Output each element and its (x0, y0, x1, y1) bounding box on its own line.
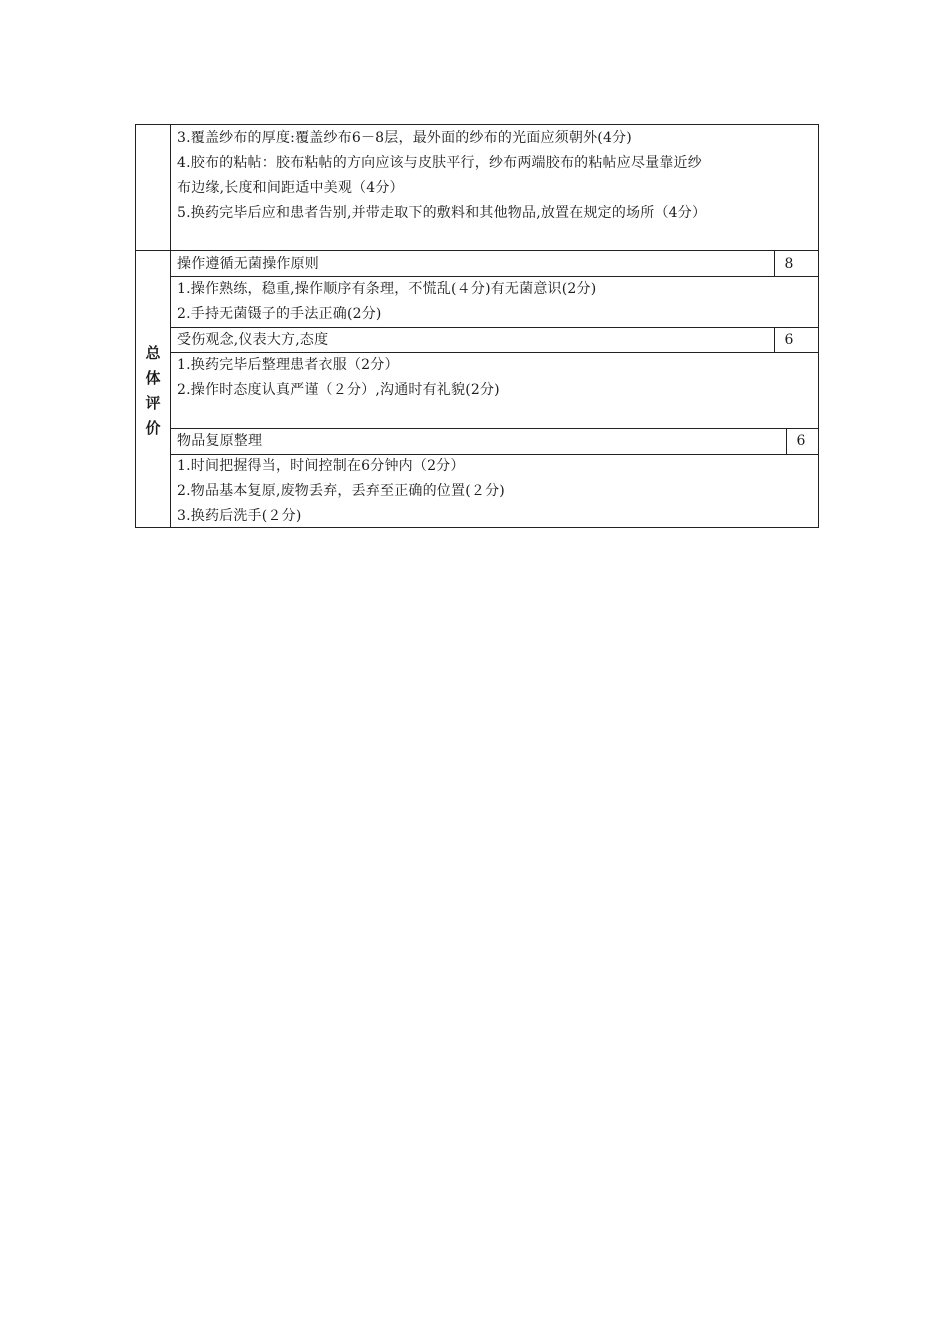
section-label-char-4: 价 (145, 419, 161, 437)
item-2-bottom-rule (170, 428, 818, 429)
item-1-detail-1: 1.操作熟练，稳重,操作顺序有条理，不慌乱(４分)有无菌意识(2分) (177, 281, 597, 297)
section-label-char-2: 体 (145, 369, 161, 387)
item-3-detail-1: 1.时间把握得当，时间控制在6分钟内（2分） (177, 458, 465, 474)
section-label-char-1: 总 (145, 344, 161, 362)
item-2-detail-1: 1.换药完毕后整理患者衣服（2分） (177, 357, 399, 373)
item-2-title: 受伤观念,仪表大方,态度 (177, 332, 329, 348)
top-line-3: 布边缘,长度和间距适中美观（4分） (177, 180, 404, 196)
item-2-detail-2: 2.操作时态度认真严谨（２分）,沟通时有礼貌(2分) (177, 382, 500, 398)
item-3-detail-2: 2.物品基本复原,废物丢弃，丢弃至正确的位置(２分) (177, 483, 505, 499)
label-column-divider (170, 125, 171, 527)
item-1-score: 8 (784, 256, 794, 272)
section-label-char-3: 评 (145, 394, 161, 412)
item-3-detail-3: 3.换药后洗手(２分) (177, 508, 302, 524)
item-2-score: 6 (784, 332, 794, 348)
top-line-4: 5.换药完毕后应和患者告别,并带走取下的敷料和其他物品,放置在规定的场所（4分） (177, 205, 707, 221)
item-1-title: 操作遵循无菌操作原则 (177, 256, 319, 272)
item-3-score: 6 (796, 433, 806, 449)
section-divider (136, 250, 818, 251)
top-line-1: 3.覆盖纱布的厚度:覆盖纱布6－8层，最外面的纱布的光面应须朝外(4分) (177, 130, 632, 146)
item-1-detail-2: 2.手持无菌镊子的手法正确(2分) (177, 306, 382, 322)
item-3-title: 物品复原整理 (177, 433, 263, 449)
scoring-table (135, 124, 819, 528)
top-line-2: 4.胶布的粘帖：胶布粘帖的方向应该与皮肤平行，纱布两端胶布的粘帖应尽量靠近纱 (177, 155, 702, 171)
